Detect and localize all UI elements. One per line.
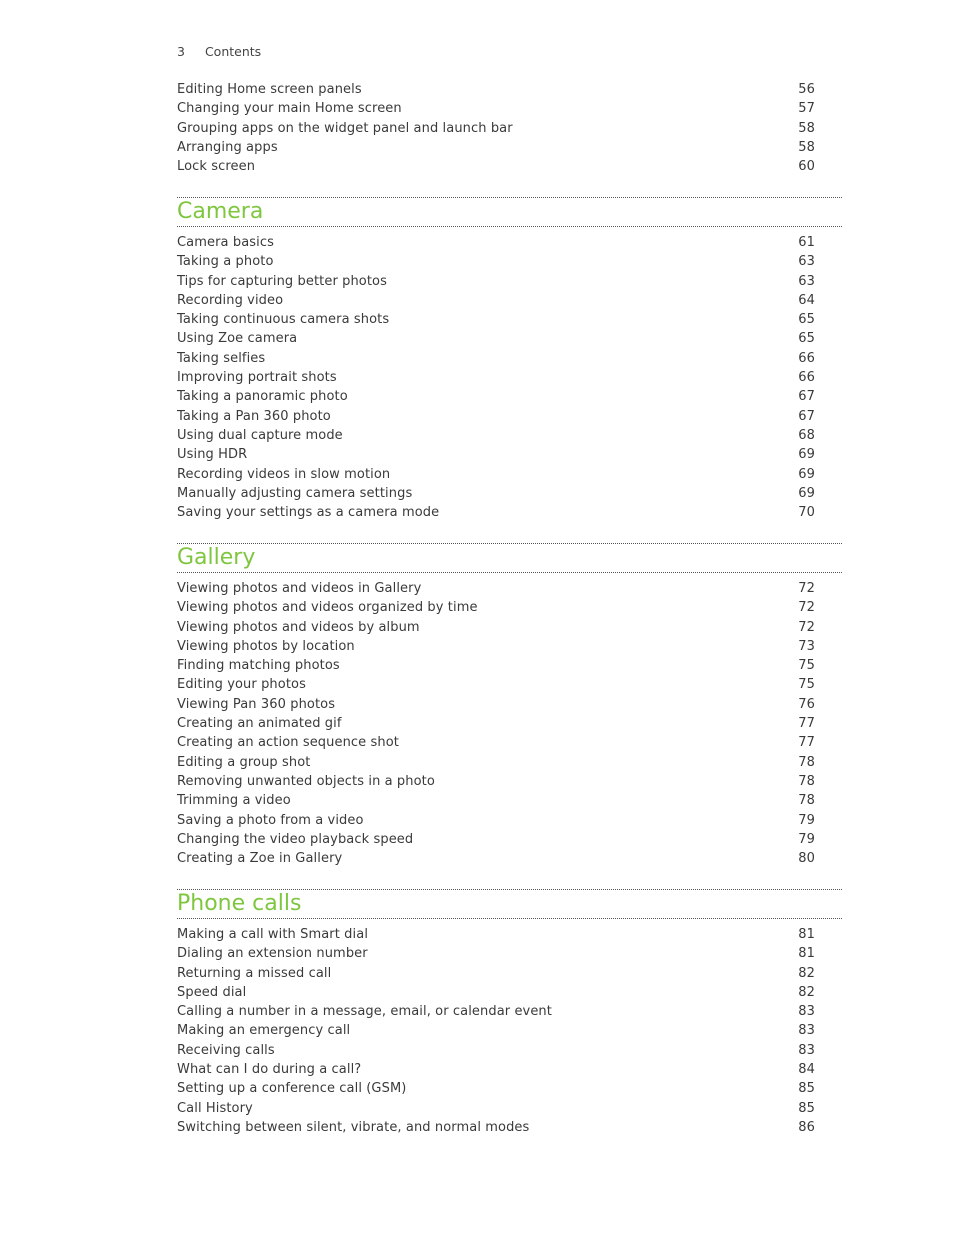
page-header <box>177 44 261 59</box>
toc-entry[interactable] <box>177 310 815 329</box>
toc-entry-page: 84 <box>798 1062 815 1078</box>
toc-entry-page: 77 <box>798 716 815 732</box>
toc-entry[interactable] <box>177 791 815 810</box>
toc-entry-title: Recording videos in slow motion <box>177 466 391 482</box>
toc-entry[interactable] <box>177 1118 815 1137</box>
toc-entry-page: 82 <box>798 965 815 981</box>
toc-entry-page: 63 <box>798 254 815 270</box>
toc-entry[interactable] <box>177 675 815 694</box>
toc-entry-title: What can I do during a call? <box>177 1062 362 1078</box>
section-header-gallery <box>177 543 842 573</box>
toc-entry[interactable] <box>177 811 815 830</box>
gallery-toc-list <box>177 579 815 868</box>
toc-entry[interactable] <box>177 753 815 772</box>
toc-entry[interactable] <box>177 349 815 368</box>
toc-entry[interactable] <box>177 80 815 99</box>
toc-entry-page: 72 <box>798 600 815 616</box>
toc-entry[interactable] <box>177 426 815 445</box>
toc-entry-title: Making an emergency call <box>177 1023 351 1039</box>
toc-entry-title: Setting up a conference call (GSM) <box>177 1081 407 1097</box>
toc-entry-page: 81 <box>798 946 815 962</box>
toc-entry-page: 76 <box>798 696 815 712</box>
toc-entry-title: Creating an animated gif <box>177 716 342 732</box>
toc-entry[interactable] <box>177 119 815 138</box>
toc-entry-title: Editing a group shot <box>177 754 311 770</box>
toc-entry-title: Speed dial <box>177 984 247 1000</box>
toc-entry-page: 67 <box>798 408 815 424</box>
toc-entry[interactable] <box>177 99 815 118</box>
toc-entry-page: 86 <box>798 1119 815 1135</box>
toc-entry-title: Viewing photos and videos organized by time <box>177 600 478 616</box>
toc-entry[interactable] <box>177 733 815 752</box>
toc-entry-page: 83 <box>798 1042 815 1058</box>
toc-entry-page: 65 <box>798 312 815 328</box>
toc-entry-page: 69 <box>798 466 815 482</box>
toc-entry-title: Arranging apps <box>177 139 278 155</box>
toc-entry[interactable] <box>177 925 815 944</box>
toc-entry-title: Editing Home screen panels <box>177 82 362 97</box>
toc-entry-title: Calling a number in a message, email, or calendar event <box>177 1004 552 1020</box>
intro-toc-list <box>177 80 815 176</box>
toc-entry-page: 64 <box>798 292 815 308</box>
toc-entry[interactable] <box>177 944 815 963</box>
toc-entry-title: Finding matching photos <box>177 658 340 674</box>
toc-entry[interactable] <box>177 714 815 733</box>
toc-entry-title: Taking continuous camera shots <box>177 312 390 328</box>
running-title: Contents <box>204 44 262 59</box>
toc-entry[interactable] <box>177 579 815 598</box>
toc-entry[interactable] <box>177 503 815 522</box>
toc-entry[interactable] <box>177 637 815 656</box>
toc-entry[interactable] <box>177 252 815 271</box>
toc-entry-page: 78 <box>798 754 815 770</box>
phone-calls-toc-list <box>177 925 815 1137</box>
toc-entry[interactable] <box>177 484 815 503</box>
section-title[interactable]: Phone calls <box>177 891 302 916</box>
toc-entry-title: Tips for capturing better photos <box>177 273 387 289</box>
toc-entry[interactable] <box>177 656 815 675</box>
toc-entry-title: Grouping apps on the widget panel and launch bar <box>177 120 513 136</box>
toc-entry[interactable] <box>177 830 815 849</box>
toc-entry-title: Viewing photos and videos by album <box>177 619 420 635</box>
toc-entry-title: Viewing photos and videos in Gallery <box>177 581 422 596</box>
toc-entry-page: 78 <box>798 773 815 789</box>
toc-entry-page: 80 <box>798 851 815 867</box>
toc-entry-page: 72 <box>798 619 815 635</box>
toc-entry-page: 67 <box>798 389 815 405</box>
toc-entry-title: Removing unwanted objects in a photo <box>177 773 435 789</box>
toc-entry[interactable] <box>177 272 815 291</box>
toc-entry[interactable] <box>177 695 815 714</box>
toc-entry-page: 85 <box>798 1100 815 1116</box>
toc-entry-title: Recording video <box>177 292 284 308</box>
toc-entry-title: Saving your settings as a camera mode <box>177 505 440 521</box>
toc-entry-title: Switching between silent, vibrate, and normal modes <box>177 1119 530 1135</box>
toc-entry[interactable] <box>177 157 815 176</box>
toc-entry-page: 68 <box>798 427 815 443</box>
toc-entry[interactable] <box>177 618 815 637</box>
toc-entry-title: Changing the video playback speed <box>177 831 414 847</box>
toc-entry-title: Changing your main Home screen <box>177 101 402 117</box>
toc-entry-title: Returning a missed call <box>177 965 332 981</box>
toc-entry[interactable] <box>177 233 815 252</box>
toc-entry-page: 78 <box>798 793 815 809</box>
section-title[interactable]: Gallery <box>177 545 256 570</box>
toc-entry-title: Taking a photo <box>177 254 274 270</box>
toc-entry[interactable] <box>177 1002 815 1021</box>
toc-entry[interactable] <box>177 598 815 617</box>
toc-entry-page: 58 <box>798 139 815 155</box>
toc-entry[interactable] <box>177 772 815 791</box>
toc-entry-page: 56 <box>798 82 815 97</box>
toc-entry-page: 75 <box>798 658 815 674</box>
page-number: 3 <box>177 44 185 59</box>
toc-entry-page: 73 <box>798 638 815 654</box>
toc-entry[interactable] <box>177 291 815 310</box>
toc-entry-page: 60 <box>798 159 815 175</box>
toc-entry-title: Dialing an extension number <box>177 946 368 962</box>
toc-entry-title: Taking selfies <box>177 350 266 366</box>
toc-entry[interactable] <box>177 1021 815 1040</box>
toc-entry[interactable] <box>177 849 815 868</box>
toc-entry-title: Saving a photo from a video <box>177 812 364 828</box>
toc-entry-page: 79 <box>798 831 815 847</box>
toc-entry-title: Editing your photos <box>177 677 306 693</box>
toc-entry[interactable] <box>177 138 815 157</box>
toc-entry[interactable] <box>177 964 815 983</box>
section-header-phone-calls <box>177 889 842 919</box>
camera-toc-list <box>177 233 815 522</box>
section-title[interactable]: Camera <box>177 199 264 224</box>
toc-entry-title: Viewing photos by location <box>177 638 355 654</box>
toc-entry-page: 61 <box>798 235 815 250</box>
toc-entry[interactable] <box>177 465 815 484</box>
toc-entry-page: 69 <box>798 447 815 463</box>
toc-entry-page: 83 <box>798 1004 815 1020</box>
toc-entry-page: 77 <box>798 735 815 751</box>
toc-entry-page: 63 <box>798 273 815 289</box>
section-header-camera <box>177 197 842 227</box>
toc-entry[interactable] <box>177 387 815 406</box>
toc-entry-title: Using HDR <box>177 447 248 463</box>
toc-entry[interactable] <box>177 1099 815 1118</box>
toc-entry-page: 66 <box>798 370 815 386</box>
toc-entry-title: Creating an action sequence shot <box>177 735 399 751</box>
toc-entry-page: 79 <box>798 812 815 828</box>
toc-entry-page: 85 <box>798 1081 815 1097</box>
toc-entry-title: Using Zoe camera <box>177 331 298 347</box>
toc-entry-page: 57 <box>798 101 815 117</box>
toc-entry[interactable] <box>177 1060 815 1079</box>
toc-entry-page: 83 <box>798 1023 815 1039</box>
toc-entry-page: 81 <box>798 927 815 942</box>
toc-entry-page: 69 <box>798 485 815 501</box>
toc-entry-title: Taking a panoramic photo <box>177 389 348 405</box>
toc-entry-title: Taking a Pan 360 photo <box>177 408 331 424</box>
toc-entry-title: Receiving calls <box>177 1042 275 1058</box>
toc-entry-title: Trimming a video <box>177 793 291 809</box>
toc-entry-title: Using dual capture mode <box>177 427 343 443</box>
toc-entry[interactable] <box>177 368 815 387</box>
toc-entry-title: Making a call with Smart dial <box>177 927 369 942</box>
toc-entry[interactable] <box>177 983 815 1002</box>
toc-entry-page: 75 <box>798 677 815 693</box>
toc-entry-page: 82 <box>798 984 815 1000</box>
toc-entry-title: Improving portrait shots <box>177 370 337 386</box>
toc-entry[interactable] <box>177 1079 815 1098</box>
toc-entry-page: 66 <box>798 350 815 366</box>
toc-entry-page: 72 <box>798 581 815 596</box>
toc-entry-title: Viewing Pan 360 photos <box>177 696 336 712</box>
toc-entry[interactable] <box>177 407 815 426</box>
toc-entry-title: Camera basics <box>177 235 274 250</box>
toc-entry-page: 58 <box>798 120 815 136</box>
toc-entry[interactable] <box>177 445 815 464</box>
toc-entry-title: Manually adjusting camera settings <box>177 485 413 501</box>
toc-entry[interactable] <box>177 329 815 348</box>
toc-entry-title: Lock screen <box>177 159 256 175</box>
toc-entry[interactable] <box>177 1041 815 1060</box>
toc-entry-title: Creating a Zoe in Gallery <box>177 851 343 867</box>
toc-entry-page: 65 <box>798 331 815 347</box>
toc-entry-page: 70 <box>798 505 815 521</box>
toc-entry-title: Call History <box>177 1100 253 1116</box>
